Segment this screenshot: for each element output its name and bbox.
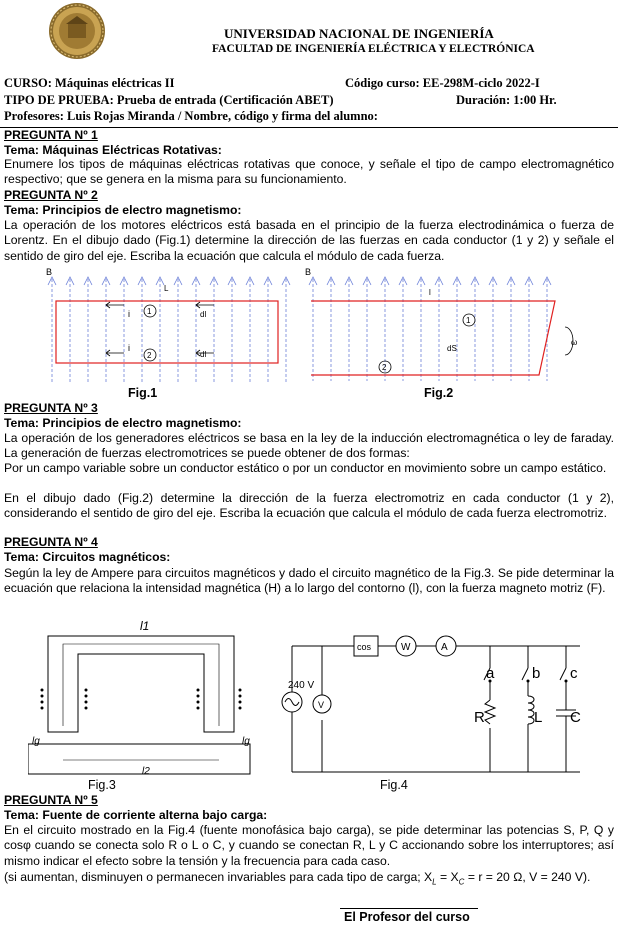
fig4-inductor-label: L — [534, 709, 543, 726]
question-5-text-2: (si aumentan, disminuyen o permanecen invariables para cada tipo de carga; $X_L = X_C = r = 20$ Ω, V = 240 V). — [4, 870, 591, 887]
fig3-lg-left: lg — [32, 736, 40, 747]
fig2-l-label: l — [429, 288, 431, 297]
question-5-text-1: En el circuito mostrado en la Fig.4 (fuente monofásica bajo carga), se pide determinar las potencias S, P, Q y cosφ cuando se conecta solo R o L o C, y cuando se conectan R, L y C accionando sobre los interruptores; así mismo indicar el efecto sobre la tensión y la frecuencia para cada caso. — [4, 823, 614, 868]
figure-3-caption: Fig.3 — [88, 778, 116, 792]
fig4-resistor-label: R — [474, 709, 485, 726]
question-4-topic: Tema: Circuitos magnéticos: — [4, 550, 171, 564]
fig3-l2-label: l2 — [142, 766, 150, 777]
university-name: UNIVERSIDAD NACIONAL DE INGENIERÍA — [224, 26, 494, 41]
fig2-conductor-2: 2 — [382, 363, 387, 372]
test-type: TIPO DE PRUEBA: Prueba de entrada (Certificación ABET) — [4, 93, 334, 107]
fig1-b-label: B — [46, 267, 53, 277]
question-1-heading: PREGUNTA Nº 1 — [4, 128, 98, 142]
core-bar — [28, 744, 250, 774]
question-3-text-1: La operación de los generadores eléctricos se basa en la ley de la inducción electromagnética o ley de faraday. La generación de fuerzas electromotrices se puede obtener de dos formas: — [4, 431, 614, 461]
fig4-capacitor-label: C — [570, 709, 581, 726]
fig4-switch-a: a — [486, 665, 495, 682]
fig4-voltmeter: V — [318, 700, 325, 710]
question-4-heading: PREGUNTA Nº 4 — [4, 535, 98, 549]
question-3-text-2: Por un campo variable sobre un conductor estático o por un conductor en movimiento sobre un campo estático. — [4, 461, 607, 475]
signature-line — [340, 908, 478, 909]
rotating-loop — [311, 301, 555, 375]
question-3-topic: Tema: Principios de electro magnetismo: — [4, 416, 242, 430]
fig2-omega: ω — [571, 338, 578, 347]
fig4-cos-meter: cos — [357, 642, 372, 652]
question-5-text-2-start: (si aumentan, disminuyen o permanecen invariables para cada tipo de carga; X — [4, 870, 433, 884]
fig4-switch-c: c — [570, 665, 578, 682]
fig4-ammeter: A — [441, 642, 448, 653]
fig1-dl-1: dl — [200, 310, 207, 319]
figure-3-magnetic-circuit — [28, 616, 266, 778]
question-4-text: Según la ley de Ampere para circuitos magnéticos y dado el circuito magnético de la Fig.3. Se pide determinar la ecuación que relaciona la intensidad magnética (H) a lo largo del contorno (l), con la fuerza magneto motriz (F). — [4, 566, 614, 596]
question-5-topic: Tema: Fuente de corriente alterna bajo carga: — [4, 808, 268, 822]
fig1-current-2: i — [128, 343, 130, 353]
duration: Duración: 1:00 Hr. — [456, 93, 557, 107]
question-3-text-3: En el dibujo dado (Fig.2) determine la dirección de la fuerza electromotriz en cada conductor (1 y 2), considerando el sentido de giro del eje. Escriba la ecuación que calcula el módulo de cada fuerza electromotriz. — [4, 491, 614, 521]
question-5-text-2-end: = r = 20 Ω, V = 240 V). — [467, 870, 591, 884]
question-2-topic: Tema: Principios de electro magnetismo: — [4, 203, 242, 217]
question-1-text: Enumere los tipos de máquinas eléctricas rotativas que conoce, y señale el tipo de campo electromagnético respectivo; que se genera en la misma para su funcionamiento. — [4, 157, 614, 187]
fig4-switch-b: b — [532, 665, 541, 682]
question-1-topic: Tema: Máquinas Eléctricas Rotativas: — [4, 143, 222, 157]
fig2-b-label: B — [305, 267, 312, 277]
figure-1-caption: Fig.1 — [128, 386, 158, 400]
professor-signature-label: El Profesor del curso — [344, 910, 470, 924]
figure-2-caption: Fig.2 — [424, 386, 454, 400]
fig1-conductor-1: 1 — [147, 307, 152, 316]
question-3-heading: PREGUNTA Nº 3 — [4, 401, 98, 415]
figure-2-diagram — [303, 265, 585, 383]
fig3-lg-right: lg — [242, 736, 250, 747]
course-code: Código curso: EE-298M-ciclo 2022-I — [345, 76, 540, 90]
university-seal-logo — [48, 2, 106, 60]
question-5-text-2-mid: = X — [440, 870, 459, 884]
figure-1-diagram — [44, 265, 294, 385]
course-title: CURSO: Máquinas eléctricas II — [4, 76, 175, 90]
fig1-current-1: i — [128, 309, 130, 319]
fig4-wattmeter: W — [401, 642, 411, 653]
question-2-heading: PREGUNTA Nº 2 — [4, 188, 98, 202]
figure-4-caption: Fig.4 — [380, 778, 408, 792]
figure-4-circuit — [280, 628, 606, 776]
conductor-loop — [56, 301, 278, 363]
fig3-l1-label: l1 — [140, 619, 150, 633]
fig1-dl-2: dl — [200, 350, 207, 359]
magnetic-field-arrows — [52, 279, 286, 383]
professors-line: Profesores: Luis Rojas Miranda / Nombre, código y firma del alumno: — [4, 109, 378, 123]
fig2-conductor-1: 1 — [466, 316, 471, 325]
question-5-heading: PREGUNTA Nº 5 — [4, 793, 98, 807]
fig1-l-label: L — [164, 284, 169, 293]
fig1-conductor-2: 2 — [147, 351, 152, 360]
fig4-source-label: 240 V — [288, 680, 315, 691]
faculty-name: FACULTAD DE INGENIERÍA ELÉCTRICA Y ELECTRÓNICA — [212, 43, 535, 55]
fig2-ds-label: dS — [447, 344, 457, 353]
magnetic-core — [48, 636, 234, 732]
question-2-text: La operación de los motores eléctricos está basada en el principio de la fuerza electrodinámica o fuerza de Lorentz. En el dibujo dado (Fig.1) determine la dirección de las fuerzas en cada conductor (1 y 2) y señale el sentido de giro del eje. Escriba la ecuación que calcula el módulo de cada fuerza. — [4, 218, 614, 263]
